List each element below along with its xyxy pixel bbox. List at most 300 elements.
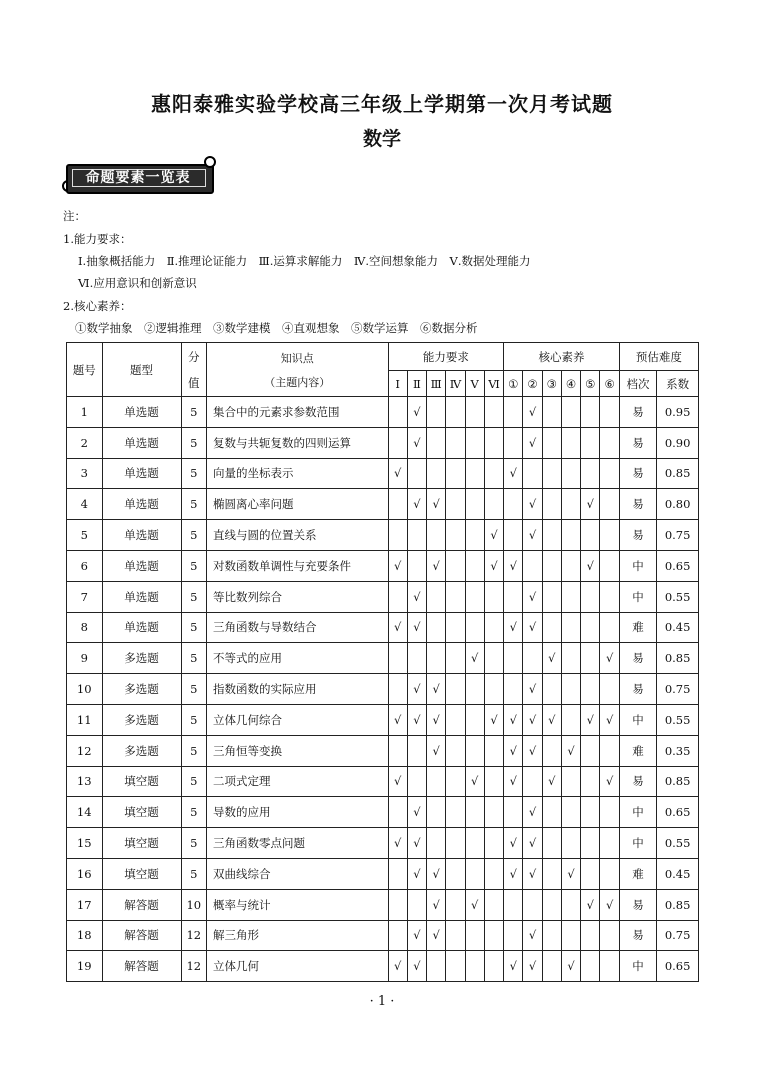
ability-check-cell bbox=[388, 581, 407, 612]
ability-check-cell: √ bbox=[407, 797, 426, 828]
header-core-col: ② bbox=[523, 371, 542, 397]
question-number: 13 bbox=[67, 766, 103, 797]
difficulty-level: 中 bbox=[619, 828, 657, 859]
difficulty-level: 易 bbox=[619, 643, 657, 674]
core-check-cell: √ bbox=[561, 735, 580, 766]
table-row bbox=[67, 858, 699, 889]
question-type: 单选题 bbox=[102, 427, 181, 458]
header-level: 档次 bbox=[619, 371, 657, 397]
core-check-cell bbox=[504, 427, 523, 458]
core-check-cell: √ bbox=[523, 858, 542, 889]
core-check-cell bbox=[542, 920, 561, 951]
ability-check-cell: √ bbox=[407, 581, 426, 612]
core-check-cell bbox=[504, 489, 523, 520]
core-line: ①数学抽象 ②逻辑推理 ③数学建模 ④直观想象 ⑤数学运算 ⑥数据分析 bbox=[75, 321, 478, 335]
ability-check-cell: √ bbox=[465, 889, 484, 920]
core-check-cell bbox=[542, 397, 561, 428]
core-check-cell bbox=[561, 520, 580, 551]
ability-check-cell: √ bbox=[484, 704, 503, 735]
core-check-cell: √ bbox=[523, 674, 542, 705]
table-row bbox=[67, 550, 699, 581]
core-check-cell bbox=[561, 704, 580, 735]
ability-check-cell bbox=[465, 828, 484, 859]
core-check-cell: √ bbox=[523, 951, 542, 982]
ability-check-cell bbox=[407, 458, 426, 489]
question-score: 5 bbox=[181, 797, 206, 828]
question-score: 5 bbox=[181, 397, 206, 428]
core-check-cell bbox=[523, 550, 542, 581]
knowledge-point: 椭圆离心率问题 bbox=[206, 489, 388, 520]
question-type: 单选题 bbox=[102, 520, 181, 551]
header-score bbox=[181, 343, 206, 397]
table-row bbox=[67, 581, 699, 612]
core-check-cell bbox=[542, 797, 561, 828]
knowledge-point: 等比数列综合 bbox=[206, 581, 388, 612]
header-ability-col: Ⅵ bbox=[484, 371, 503, 397]
core-check-cell bbox=[581, 920, 600, 951]
header-core-col: ⑥ bbox=[600, 371, 619, 397]
difficulty-level: 易 bbox=[619, 766, 657, 797]
ability-check-cell bbox=[446, 920, 465, 951]
core-check-cell bbox=[542, 458, 561, 489]
ability-check-cell: √ bbox=[388, 766, 407, 797]
core-check-cell: √ bbox=[523, 397, 542, 428]
ability-check-cell bbox=[427, 951, 446, 982]
knowledge-point: 不等式的应用 bbox=[206, 643, 388, 674]
ability-line-2: Ⅵ.应用意识和创新意识 bbox=[78, 276, 197, 290]
question-score: 12 bbox=[181, 920, 206, 951]
question-score: 10 bbox=[181, 889, 206, 920]
document-title: 惠阳泰雅实验学校高三年级上学期第一次月考试题 bbox=[151, 92, 613, 116]
knowledge-point: 解三角形 bbox=[206, 920, 388, 951]
question-number: 2 bbox=[67, 427, 103, 458]
difficulty-coef: 0.65 bbox=[657, 797, 699, 828]
ability-check-cell: √ bbox=[484, 550, 503, 581]
scroll-curl-right-icon bbox=[204, 156, 216, 168]
subject-title: 数学 bbox=[362, 128, 401, 150]
core-check-cell bbox=[600, 735, 619, 766]
core-check-cell bbox=[561, 828, 580, 859]
core-check-cell: √ bbox=[581, 489, 600, 520]
question-number: 12 bbox=[67, 735, 103, 766]
core-check-cell bbox=[561, 889, 580, 920]
ability-check-cell: √ bbox=[427, 889, 446, 920]
note-heading: 注： bbox=[63, 209, 86, 223]
knowledge-point: 复数与共轭复数的四则运算 bbox=[206, 427, 388, 458]
ability-check-cell bbox=[427, 520, 446, 551]
difficulty-level: 难 bbox=[619, 858, 657, 889]
question-score: 5 bbox=[181, 643, 206, 674]
table-row bbox=[67, 920, 699, 951]
ability-check-cell bbox=[465, 581, 484, 612]
table-body bbox=[67, 397, 699, 982]
difficulty-level: 中 bbox=[619, 797, 657, 828]
core-check-cell bbox=[504, 520, 523, 551]
ability-check-cell bbox=[407, 643, 426, 674]
core-check-cell bbox=[561, 550, 580, 581]
question-score: 5 bbox=[181, 612, 206, 643]
question-number: 8 bbox=[67, 612, 103, 643]
question-score: 12 bbox=[181, 951, 206, 982]
difficulty-coef: 0.85 bbox=[657, 889, 699, 920]
question-number: 4 bbox=[67, 489, 103, 520]
core-check-cell bbox=[561, 458, 580, 489]
core-check-cell: √ bbox=[561, 951, 580, 982]
ability-check-cell bbox=[446, 735, 465, 766]
ability-check-cell bbox=[446, 828, 465, 859]
knowledge-point: 二项式定理 bbox=[206, 766, 388, 797]
question-score: 5 bbox=[181, 704, 206, 735]
page-number: · 1 · bbox=[369, 994, 395, 1009]
ability-check-cell bbox=[427, 643, 446, 674]
question-score: 5 bbox=[181, 766, 206, 797]
ability-check-cell bbox=[446, 489, 465, 520]
difficulty-coef: 0.45 bbox=[657, 858, 699, 889]
ability-check-cell bbox=[446, 397, 465, 428]
core-check-cell: √ bbox=[504, 612, 523, 643]
ability-check-cell bbox=[427, 828, 446, 859]
ability-check-cell: √ bbox=[388, 951, 407, 982]
core-check-cell bbox=[523, 458, 542, 489]
header-knowledge-label: 知识点 bbox=[280, 351, 314, 365]
question-number: 15 bbox=[67, 828, 103, 859]
question-score: 5 bbox=[181, 458, 206, 489]
core-check-cell bbox=[581, 427, 600, 458]
ability-check-cell bbox=[407, 766, 426, 797]
ability-check-cell bbox=[465, 397, 484, 428]
ability-check-cell bbox=[484, 951, 503, 982]
knowledge-point: 双曲线综合 bbox=[206, 858, 388, 889]
table-row bbox=[67, 612, 699, 643]
difficulty-level: 易 bbox=[619, 458, 657, 489]
ability-check-cell bbox=[446, 550, 465, 581]
table-row bbox=[67, 427, 699, 458]
knowledge-point: 三角恒等变换 bbox=[206, 735, 388, 766]
ability-check-cell bbox=[388, 397, 407, 428]
knowledge-point: 指数函数的实际应用 bbox=[206, 674, 388, 705]
ability-check-cell bbox=[484, 920, 503, 951]
core-check-cell bbox=[581, 828, 600, 859]
table-row bbox=[67, 458, 699, 489]
question-score: 5 bbox=[181, 674, 206, 705]
table-row bbox=[67, 674, 699, 705]
knowledge-point: 立体几何 bbox=[206, 951, 388, 982]
core-check-cell bbox=[581, 581, 600, 612]
core-check-cell bbox=[600, 427, 619, 458]
core-check-cell bbox=[542, 520, 561, 551]
ability-check-cell: √ bbox=[407, 489, 426, 520]
question-score: 5 bbox=[181, 581, 206, 612]
core-check-cell bbox=[561, 427, 580, 458]
core-check-cell: √ bbox=[523, 427, 542, 458]
ability-check-cell bbox=[427, 581, 446, 612]
ability-check-cell bbox=[427, 612, 446, 643]
core-check-cell bbox=[600, 489, 619, 520]
table-row bbox=[67, 397, 699, 428]
ability-check-cell bbox=[465, 735, 484, 766]
core-check-cell: √ bbox=[504, 704, 523, 735]
question-type: 多选题 bbox=[102, 674, 181, 705]
ability-check-cell bbox=[465, 797, 484, 828]
core-check-cell bbox=[600, 520, 619, 551]
question-number: 10 bbox=[67, 674, 103, 705]
core-check-cell bbox=[561, 643, 580, 674]
ability-check-cell bbox=[484, 427, 503, 458]
ability-check-cell bbox=[465, 920, 484, 951]
core-check-cell bbox=[581, 612, 600, 643]
ability-check-cell bbox=[465, 951, 484, 982]
core-check-cell bbox=[504, 920, 523, 951]
ability-check-cell: √ bbox=[407, 427, 426, 458]
difficulty-coef: 0.85 bbox=[657, 766, 699, 797]
ability-check-cell: √ bbox=[407, 704, 426, 735]
ability-check-cell bbox=[465, 704, 484, 735]
ability-check-cell: √ bbox=[427, 550, 446, 581]
question-score: 5 bbox=[181, 520, 206, 551]
question-type: 解答题 bbox=[102, 951, 181, 982]
ability-check-cell bbox=[446, 643, 465, 674]
ability-check-cell: √ bbox=[427, 704, 446, 735]
ability-check-cell bbox=[446, 766, 465, 797]
ability-check-cell: √ bbox=[388, 704, 407, 735]
question-type: 单选题 bbox=[102, 397, 181, 428]
ability-check-cell bbox=[427, 797, 446, 828]
core-check-cell: √ bbox=[504, 550, 523, 581]
core-check-cell bbox=[542, 951, 561, 982]
core-check-cell: √ bbox=[600, 889, 619, 920]
core-check-cell bbox=[542, 612, 561, 643]
ability-check-cell bbox=[446, 797, 465, 828]
difficulty-level: 易 bbox=[619, 889, 657, 920]
header-ability-col: Ⅰ bbox=[388, 371, 407, 397]
question-number: 14 bbox=[67, 797, 103, 828]
core-check-cell: √ bbox=[504, 735, 523, 766]
core-heading: 2.核心素养： bbox=[63, 299, 132, 313]
ability-check-cell bbox=[465, 858, 484, 889]
question-type: 解答题 bbox=[102, 920, 181, 951]
core-check-cell bbox=[581, 797, 600, 828]
ability-check-cell bbox=[407, 520, 426, 551]
ability-check-cell bbox=[388, 858, 407, 889]
table-row bbox=[67, 520, 699, 551]
core-check-cell: √ bbox=[523, 920, 542, 951]
ability-check-cell bbox=[446, 858, 465, 889]
core-check-cell bbox=[561, 674, 580, 705]
question-type: 单选题 bbox=[102, 458, 181, 489]
core-check-cell: √ bbox=[504, 458, 523, 489]
question-type: 填空题 bbox=[102, 858, 181, 889]
core-check-cell: √ bbox=[504, 766, 523, 797]
ability-check-cell bbox=[388, 427, 407, 458]
difficulty-level: 易 bbox=[619, 920, 657, 951]
difficulty-coef: 0.85 bbox=[657, 643, 699, 674]
core-check-cell bbox=[561, 581, 580, 612]
ability-check-cell: √ bbox=[427, 489, 446, 520]
difficulty-coef: 0.65 bbox=[657, 550, 699, 581]
ability-check-cell bbox=[465, 489, 484, 520]
ability-check-cell bbox=[427, 397, 446, 428]
knowledge-point: 立体几何综合 bbox=[206, 704, 388, 735]
table-row bbox=[67, 489, 699, 520]
core-check-cell bbox=[600, 397, 619, 428]
question-number: 1 bbox=[67, 397, 103, 428]
table-row bbox=[67, 643, 699, 674]
difficulty-coef: 0.75 bbox=[657, 920, 699, 951]
banner-label: 命题要素一览表 bbox=[85, 170, 191, 186]
question-score: 5 bbox=[181, 489, 206, 520]
knowledge-point: 对数函数单调性与充要条件 bbox=[206, 550, 388, 581]
ability-check-cell: √ bbox=[407, 612, 426, 643]
core-check-cell bbox=[581, 520, 600, 551]
question-number: 7 bbox=[67, 581, 103, 612]
ability-check-cell bbox=[465, 458, 484, 489]
ability-check-cell bbox=[427, 427, 446, 458]
difficulty-level: 易 bbox=[619, 520, 657, 551]
core-check-cell bbox=[542, 889, 561, 920]
ability-check-cell bbox=[407, 889, 426, 920]
core-check-cell bbox=[581, 643, 600, 674]
difficulty-level: 中 bbox=[619, 581, 657, 612]
ability-check-cell: √ bbox=[388, 612, 407, 643]
ability-check-cell bbox=[484, 828, 503, 859]
ability-check-cell: √ bbox=[427, 674, 446, 705]
ability-check-cell bbox=[465, 427, 484, 458]
ability-check-cell bbox=[388, 920, 407, 951]
question-type: 填空题 bbox=[102, 828, 181, 859]
core-check-cell bbox=[504, 643, 523, 674]
core-check-cell: √ bbox=[523, 520, 542, 551]
question-score: 5 bbox=[181, 427, 206, 458]
ability-check-cell: √ bbox=[407, 397, 426, 428]
knowledge-point: 导数的应用 bbox=[206, 797, 388, 828]
core-check-cell: √ bbox=[523, 704, 542, 735]
core-check-cell: √ bbox=[542, 643, 561, 674]
core-check-cell: √ bbox=[600, 766, 619, 797]
ability-check-cell: √ bbox=[407, 828, 426, 859]
difficulty-coef: 0.55 bbox=[657, 581, 699, 612]
core-check-cell bbox=[600, 612, 619, 643]
core-check-cell: √ bbox=[504, 828, 523, 859]
core-check-cell bbox=[600, 458, 619, 489]
core-check-cell: √ bbox=[523, 828, 542, 859]
ability-check-cell bbox=[484, 643, 503, 674]
question-type: 单选题 bbox=[102, 489, 181, 520]
ability-check-cell: √ bbox=[465, 643, 484, 674]
difficulty-coef: 0.45 bbox=[657, 612, 699, 643]
ability-check-cell bbox=[484, 458, 503, 489]
difficulty-coef: 0.75 bbox=[657, 674, 699, 705]
core-check-cell bbox=[581, 735, 600, 766]
difficulty-level: 中 bbox=[619, 951, 657, 982]
ability-check-cell: √ bbox=[388, 828, 407, 859]
ability-check-cell bbox=[484, 397, 503, 428]
header-core-col: ③ bbox=[542, 371, 561, 397]
core-check-cell bbox=[523, 766, 542, 797]
ability-check-cell bbox=[446, 951, 465, 982]
difficulty-level: 易 bbox=[619, 397, 657, 428]
difficulty-level: 难 bbox=[619, 735, 657, 766]
knowledge-point: 向量的坐标表示 bbox=[206, 458, 388, 489]
header-core-col: ① bbox=[504, 371, 523, 397]
difficulty-level: 易 bbox=[619, 674, 657, 705]
core-check-cell: √ bbox=[523, 735, 542, 766]
core-check-cell: √ bbox=[600, 704, 619, 735]
ability-check-cell bbox=[446, 704, 465, 735]
exam-element-table bbox=[66, 342, 699, 982]
core-check-cell bbox=[581, 858, 600, 889]
core-check-cell bbox=[504, 397, 523, 428]
ability-check-cell bbox=[446, 520, 465, 551]
core-check-cell bbox=[600, 550, 619, 581]
core-check-cell bbox=[561, 766, 580, 797]
core-check-cell bbox=[504, 581, 523, 612]
ability-check-cell bbox=[484, 489, 503, 520]
header-ability-col: Ⅲ bbox=[427, 371, 446, 397]
ability-check-cell bbox=[484, 674, 503, 705]
question-type: 单选题 bbox=[102, 581, 181, 612]
ability-check-cell bbox=[446, 427, 465, 458]
ability-check-cell bbox=[388, 889, 407, 920]
question-number: 11 bbox=[67, 704, 103, 735]
header-ability: 能力要求 bbox=[388, 343, 504, 371]
ability-check-cell bbox=[484, 581, 503, 612]
core-check-cell bbox=[600, 951, 619, 982]
header-ability-col: Ⅱ bbox=[407, 371, 426, 397]
ability-check-cell bbox=[446, 458, 465, 489]
question-type: 单选题 bbox=[102, 612, 181, 643]
table-row bbox=[67, 766, 699, 797]
knowledge-point: 三角函数零点问题 bbox=[206, 828, 388, 859]
ability-check-cell: √ bbox=[407, 920, 426, 951]
table-row bbox=[67, 704, 699, 735]
ability-check-cell bbox=[484, 735, 503, 766]
ability-check-cell bbox=[427, 458, 446, 489]
question-number: 16 bbox=[67, 858, 103, 889]
header-knowledge bbox=[206, 343, 388, 397]
core-check-cell bbox=[542, 735, 561, 766]
header-score-label: 分值 bbox=[188, 349, 200, 390]
core-check-cell: √ bbox=[581, 889, 600, 920]
question-score: 5 bbox=[181, 828, 206, 859]
core-check-cell bbox=[542, 489, 561, 520]
question-number: 9 bbox=[67, 643, 103, 674]
ability-check-cell: √ bbox=[388, 550, 407, 581]
ability-check-cell bbox=[388, 797, 407, 828]
question-type: 多选题 bbox=[102, 643, 181, 674]
ability-check-cell: √ bbox=[465, 766, 484, 797]
ability-check-cell bbox=[465, 674, 484, 705]
ability-check-cell: √ bbox=[427, 735, 446, 766]
core-check-cell: √ bbox=[523, 489, 542, 520]
ability-check-cell bbox=[388, 735, 407, 766]
ability-check-cell bbox=[484, 612, 503, 643]
core-check-cell bbox=[600, 674, 619, 705]
difficulty-level: 中 bbox=[619, 704, 657, 735]
core-check-cell bbox=[523, 643, 542, 674]
header-difficulty: 预估难度 bbox=[619, 343, 698, 371]
header-core-col: ④ bbox=[561, 371, 580, 397]
table-row bbox=[67, 828, 699, 859]
ability-check-cell: √ bbox=[407, 858, 426, 889]
core-check-cell: √ bbox=[504, 951, 523, 982]
core-check-cell bbox=[581, 951, 600, 982]
header-core-col: ⑤ bbox=[581, 371, 600, 397]
core-check-cell: √ bbox=[542, 704, 561, 735]
core-check-cell: √ bbox=[523, 612, 542, 643]
ability-heading: 1.能力要求： bbox=[63, 232, 132, 246]
core-check-cell bbox=[542, 581, 561, 612]
ability-check-cell bbox=[484, 889, 503, 920]
